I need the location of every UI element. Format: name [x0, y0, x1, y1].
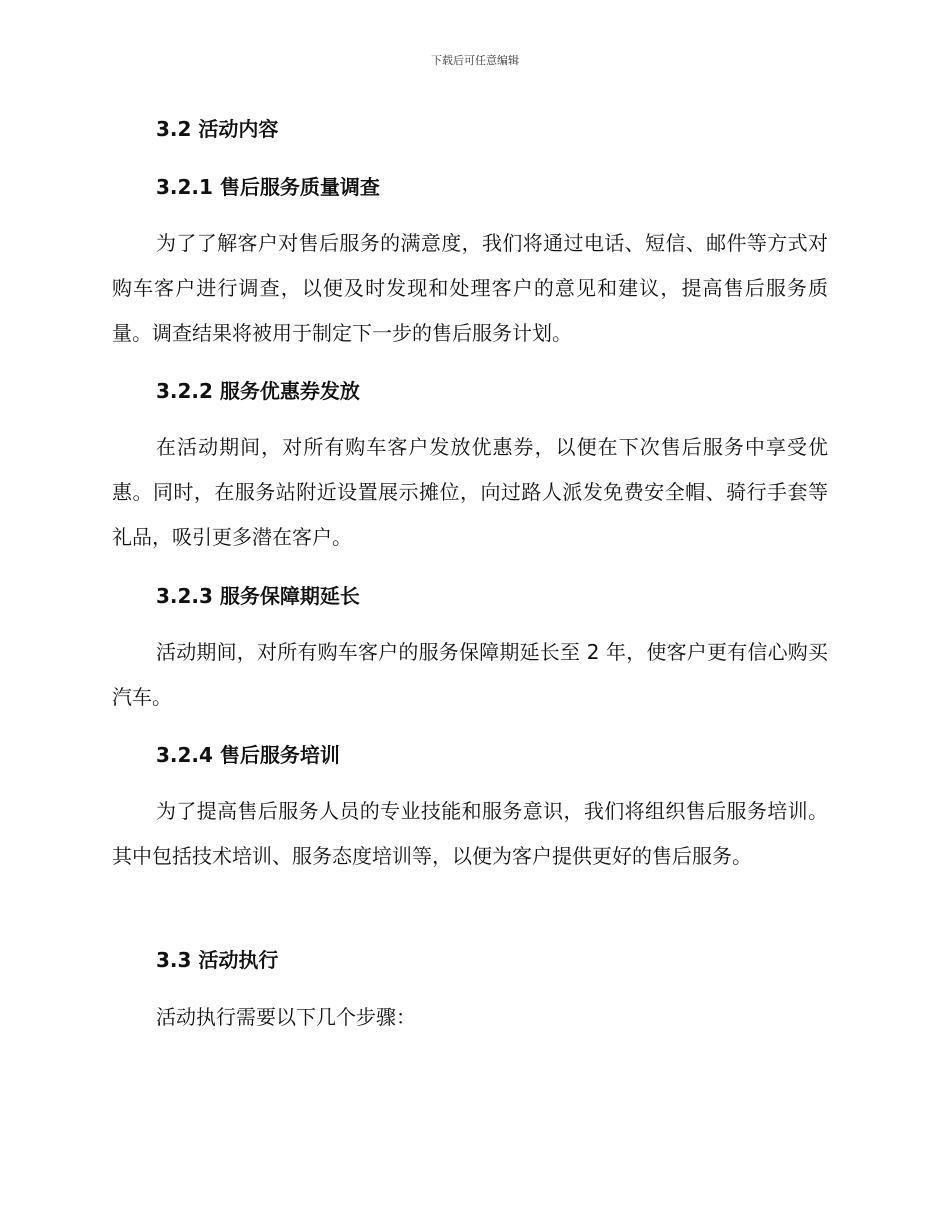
paragraph-3-2-1: 为了了解客户对售后服务的满意度，我们将通过电话、短信、邮件等方式对购车客户进行调查，以便及时发现和处理客户的意见和建议，提高售后服务质量。调查结果将被用于制定下一步的售后服务计划。 — [112, 231, 828, 345]
paragraph-3-2-3: 活动期间，对所有购车客户的服务保障期延长至 2 年，使客户更有信心购买汽车。 — [112, 640, 828, 709]
paragraph-3-2-4: 为了提高售后服务人员的专业技能和服务意识，我们将组织售后服务培训。其中包括技术培训、服务态度培训等，以便为客户提供更好的售后服务。 — [112, 799, 828, 868]
section-heading-3-2-1: 3.2.1 售后服务质量调查 — [156, 175, 380, 199]
page-header-note: 下载后可任意编辑 — [431, 54, 519, 67]
section-heading-3-2-2: 3.2.2 服务优惠券发放 — [156, 379, 360, 403]
section-heading-3-2: 3.2 活动内容 — [156, 117, 279, 141]
paragraph-3-3: 活动执行需要以下几个步骤： — [156, 1005, 416, 1029]
section-heading-3-3: 3.3 活动执行 — [156, 948, 279, 972]
paragraph-3-2-2: 在活动期间，对所有购车客户发放优惠券，以便在下次售后服务中享受优惠。同时，在服务站附近设置展示摊位，向过路人派发免费安全帽、骑行手套等礼品，吸引更多潜在客户。 — [112, 435, 828, 549]
section-heading-3-2-4: 3.2.4 售后服务培训 — [156, 743, 340, 767]
section-heading-3-2-3: 3.2.3 服务保障期延长 — [156, 584, 360, 608]
